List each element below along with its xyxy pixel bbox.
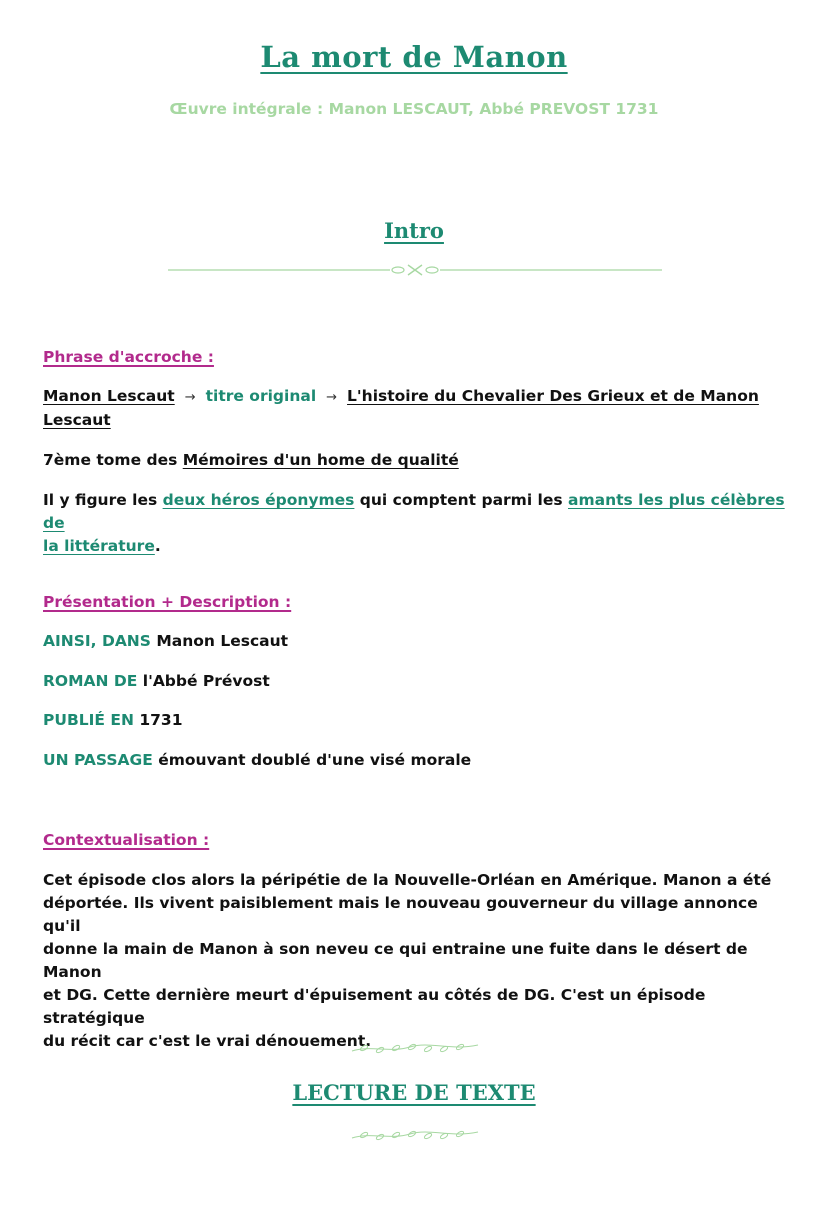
page-subtitle: Œuvre intégrale : Manon LESCAUT, Abbé PREVOST 1731: [169, 100, 659, 118]
accroche-line-1: [43, 385, 793, 432]
memoires-title: Mémoires d'un home de qualité: [182, 451, 459, 469]
original-title-label: titre original: [205, 387, 317, 405]
amants-highlight-cont: la littérature: [43, 537, 155, 555]
contexte-label: Contextualisation :: [43, 831, 210, 849]
arrow-icon: →: [184, 390, 196, 405]
presentation-row: PUBLIÉ EN 1731: [43, 711, 183, 729]
accroche-line-3: Il y figure les deux héros éponymes qui comptent parmi les amants les plus célèbres de la littérature.: [43, 491, 785, 555]
page-title: La mort de Manon: [260, 40, 568, 74]
ornament-divider: [168, 262, 662, 278]
arrow-icon: →: [326, 390, 338, 405]
full-title: L'histoire du Chevalier Des Grieux et de Manon: [347, 387, 759, 405]
lecture-heading: LECTURE DE TEXTE: [292, 1080, 536, 1105]
accroche-label: Phrase d'accroche :: [43, 348, 214, 366]
presentation-row: ROMAN DE l'Abbé Prévost: [43, 672, 270, 690]
amants-highlight: amants les plus célèbres de: [43, 491, 785, 532]
novel-title: Manon Lescaut: [43, 387, 175, 405]
presentation-row: UN PASSAGE émouvant doublé d'une visé morale: [43, 751, 472, 769]
vine-ornament-icon: [350, 1041, 480, 1055]
intro-heading: Intro: [384, 218, 444, 243]
presentation-section: [43, 591, 793, 772]
presentation-row: AINSI, DANS Manon Lescaut: [43, 632, 289, 650]
contexte-section: [43, 829, 793, 1053]
presentation-label: Présentation + Description :: [43, 593, 292, 611]
heros-highlight: deux héros éponymes: [162, 491, 355, 509]
accroche-section: [43, 346, 793, 558]
vine-ornament-icon: [350, 1128, 480, 1142]
contexte-paragraph: Cet épisode clos alors la péripétie de la Nouvelle-Orléan en Amérique. Manon a été déportée. Ils vivent paisiblement mais le nouveau gouverneur du village annonce qu'il donne la main de Manon à son neveu ce qui entraine une fuite dans le désert de Manon et DG. Cette dernière meurt d'épuisement au côtés de DG. C'est un épisode stratégique du récit car c'est le vrai dénouement.: [43, 871, 772, 1050]
accroche-line-2: 7ème tome des Mémoires d'un home de qualité: [43, 451, 459, 469]
full-title-cont: Lescaut: [43, 411, 111, 429]
